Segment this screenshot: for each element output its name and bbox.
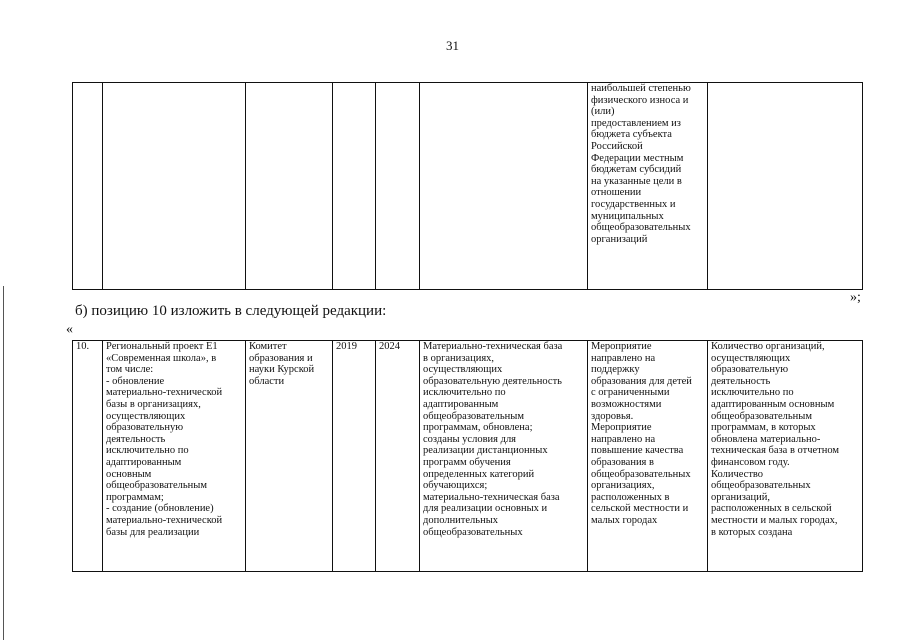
text-line: муниципальных (591, 210, 664, 222)
text-line: возможностями (591, 398, 662, 410)
text-line: общеобразовательных (423, 526, 523, 538)
text-line: общеобразовательным (711, 410, 812, 422)
text-line: Российской (591, 140, 643, 152)
text-line: общеобразовательным (423, 410, 524, 422)
text-line: исключительно по (106, 445, 189, 457)
scan-edge-line (3, 286, 4, 640)
text-line: - обновление (106, 375, 165, 387)
text-line: материально-технической (106, 387, 223, 399)
text-line: адаптированным (106, 456, 182, 468)
text-line: области (249, 375, 285, 387)
text-line: «Современная школа», в (106, 352, 217, 364)
table-row (73, 83, 863, 290)
text-line: Материально-техническая база (423, 341, 563, 352)
text-line: Федерации местным (591, 152, 684, 164)
text-line: дополнительных (423, 514, 499, 526)
text-line: базы для реализации (106, 526, 200, 538)
text-line: предоставлением из (591, 117, 681, 129)
cell-year-end (376, 83, 420, 290)
cell-year-start: 2019 (333, 341, 376, 572)
text-line: реализации дистанционных (423, 445, 548, 457)
text-line: программ обучения (423, 456, 511, 468)
text-line: Количество (711, 468, 764, 480)
text-line: общеобразовательных (591, 468, 691, 480)
text-line: Мероприятие (591, 341, 652, 352)
text-line: местности и малых городах, (711, 514, 838, 526)
cell-year-end: 2024 (376, 341, 420, 572)
cell-number (73, 83, 103, 290)
text-line: исключительно по (711, 387, 794, 399)
text-line: базы в организациях, (106, 398, 201, 410)
cell-result (420, 341, 588, 572)
text-line: направлено на (591, 433, 656, 445)
text-line: в которых создана (711, 526, 793, 538)
text-line: организаций (591, 233, 648, 245)
opening-quote: « (66, 322, 73, 337)
text-line: здоровья. (591, 410, 634, 422)
text-line: бюджетам субсидий (591, 164, 682, 176)
text-line: деятельность (711, 375, 771, 387)
cell-indicator (708, 341, 863, 572)
text-line: основным (106, 468, 152, 480)
text-line: Количество организаций, (711, 341, 825, 352)
text-line: (или) (591, 106, 615, 118)
page-number: 31 (446, 38, 459, 53)
cell-link-description (588, 341, 708, 572)
text-line: на указанные цели в (591, 175, 682, 187)
cell-executor (246, 83, 333, 290)
text-line: расположенных в (591, 491, 670, 503)
text-line: том числе: (106, 364, 154, 376)
text-line: образования и (249, 352, 313, 364)
text-line: программам; (106, 491, 164, 503)
cell-result (420, 83, 588, 290)
text-line: созданы условия для (423, 433, 517, 445)
text-line: осуществляющих (711, 352, 791, 364)
closing-quote: »; (850, 290, 861, 305)
text-line: Региональный проект Е1 (106, 341, 218, 352)
text-line: обучающихся; (423, 480, 488, 492)
text-line: государственных и (591, 198, 676, 210)
text-line: повышение качества (591, 445, 684, 457)
text-line: адаптированным (423, 398, 499, 410)
text-line: с ограниченными (591, 387, 670, 399)
text-line: образования в (591, 456, 654, 468)
cell-executor (246, 341, 333, 572)
text-line: расположенных в сельской (711, 503, 832, 515)
text-line: направлено на (591, 352, 656, 364)
text-line: малых городах (591, 514, 658, 526)
text-line: бюджета субъекта (591, 129, 672, 141)
text-line: программам, обновлена; (423, 422, 533, 434)
text-line: физического износа и (591, 94, 689, 106)
text-line: общеобразовательным (106, 480, 207, 492)
text-line: осуществляющих (423, 364, 503, 376)
text-line: Мероприятие (591, 422, 652, 434)
text-line: финансовом году. (711, 456, 790, 468)
text-line: сельской местности и (591, 503, 689, 515)
text-line: образовательную (711, 364, 789, 376)
text-line: науки Курской (249, 364, 315, 376)
text-line: для реализации основных и (423, 503, 548, 515)
cell-year-start (333, 83, 376, 290)
text-line: общеобразовательных (591, 222, 691, 234)
text-line: обновлена материально- (711, 433, 821, 445)
text-line: адаптированным основным (711, 398, 835, 410)
cell-link-description (588, 83, 708, 290)
text-line: наибольшей степенью (591, 83, 691, 94)
text-line: техническая база в отчетном (711, 445, 840, 457)
table-row (73, 341, 863, 572)
text-line: поддержку (591, 364, 640, 376)
text-line: образовательную (106, 422, 184, 434)
text-line: исключительно по (423, 387, 506, 399)
text-line: Комитет (249, 341, 287, 352)
cell-project (103, 341, 246, 572)
cell-number: 10. (73, 341, 103, 572)
text-line: программам, в которых (711, 422, 816, 434)
text-line: в организациях, (423, 352, 495, 364)
position-10-table (72, 340, 863, 572)
text-line: определенных категорий (423, 468, 535, 480)
cell-indicator (708, 83, 863, 290)
text-line: образования для детей (591, 375, 692, 387)
amendment-instruction: б) позицию 10 изложить в следующей редакции: (75, 303, 387, 319)
text-line: организациях, (591, 480, 655, 492)
continued-table (72, 82, 863, 290)
text-line: материально-техническая база (423, 491, 560, 503)
text-line: отношении (591, 187, 642, 199)
cell-project (103, 83, 246, 290)
text-line: образовательную деятельность (423, 375, 562, 387)
text-line: общеобразовательных (711, 480, 811, 492)
text-line: - создание (обновление) (106, 503, 214, 515)
text-line: осуществляющих (106, 410, 186, 422)
text-line: деятельность (106, 433, 166, 445)
text-line: материально-технической (106, 514, 223, 526)
text-line: организаций, (711, 491, 770, 503)
